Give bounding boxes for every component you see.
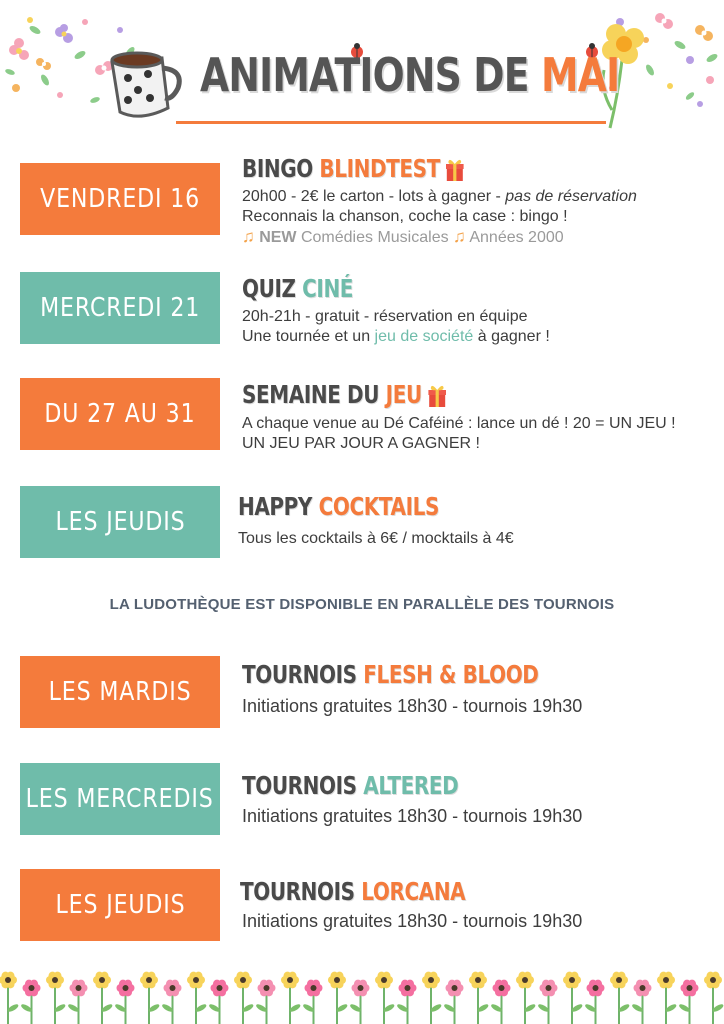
event-title-cocktails: [238, 492, 439, 521]
flower-icon: [537, 980, 557, 1024]
day-box-semaine: [20, 378, 220, 450]
text-italic: pas de réservation: [505, 188, 637, 205]
event-line: UN JEU PAR JOUR A GAGNER !: [242, 435, 480, 452]
text-part: 20h00 - 2€ le carton - lots à gagner -: [242, 188, 506, 205]
flower-icon: [234, 972, 254, 1024]
title-highlight: CINÉ: [302, 274, 354, 303]
music-note-icon: ♫: [453, 227, 466, 246]
flower-icon: [563, 972, 583, 1024]
flower-icon: [490, 980, 510, 1024]
flower-icon: [443, 980, 463, 1024]
text-part: à gagner !: [473, 328, 550, 345]
title-highlight: JEU: [385, 380, 422, 409]
tournament-title-fab: [242, 660, 539, 689]
flower-icon: [657, 972, 677, 1024]
flower-icon: [114, 980, 134, 1024]
title-highlight: ALTERED: [363, 771, 459, 800]
tournament-title-lorcana: [240, 877, 465, 906]
gift-icon: [445, 157, 466, 183]
flower-icon: [584, 980, 604, 1024]
title-main: ANIMATIONS DE: [200, 48, 542, 102]
title-accent: MAI: [541, 48, 620, 102]
day-label: LES JEUDIS: [54, 507, 186, 537]
day-box-mardis: [20, 656, 220, 728]
new-badge: NEW: [259, 229, 297, 246]
day-label: MERCREDI 21: [39, 293, 201, 323]
flower-icon: [208, 980, 228, 1024]
text-part: Années 2000: [465, 229, 564, 246]
title-part: TOURNOIS: [242, 660, 364, 689]
title-highlight: BLINDTEST: [319, 154, 440, 183]
flower-border-footer: [0, 962, 724, 1024]
flower-icon: [469, 972, 489, 1024]
event-line: A chaque venue au Dé Caféiné : lance un dé ! 20 = UN JEU !: [242, 415, 676, 432]
flower-icon: [396, 980, 416, 1024]
flower-icon: [375, 972, 395, 1024]
gift-icon: [427, 383, 448, 409]
flower-icon: [610, 972, 630, 1024]
ludotheque-banner: LA LUDOTHÈQUE EST DISPONIBLE EN PARALLÈLE DES TOURNOIS: [109, 596, 615, 613]
event-title-bingo: [242, 154, 466, 183]
day-label: VENDREDI 16: [40, 184, 200, 214]
day-box-vendredi: [20, 163, 220, 235]
day-label: LES MARDIS: [48, 677, 192, 707]
flower-icon: [140, 972, 160, 1024]
tournament-title-altered: [242, 771, 458, 800]
event-line: 20h-21h - gratuit - réservation en équipe: [242, 308, 528, 325]
event-title-semaine: [242, 380, 447, 409]
event-line: [242, 327, 550, 347]
day-label: LES MERCREDIS: [26, 784, 214, 814]
flower-icon: [349, 980, 369, 1024]
event-line: [242, 187, 637, 207]
tournament-line: Initiations gratuites 18h30 - tournois 19h30: [242, 696, 583, 716]
event-line: Reconnais la chanson, coche la case : bingo !: [242, 208, 568, 225]
page-title: [200, 48, 619, 102]
flower-icon: [704, 972, 724, 1024]
day-box-mercredis: [20, 763, 220, 835]
flower-icon: [46, 972, 66, 1024]
flower-icon: [516, 972, 536, 1024]
header: [0, 0, 724, 140]
flower-icon: [161, 980, 181, 1024]
day-label: DU 27 AU 31: [44, 399, 196, 429]
text-highlight: jeu de société: [374, 328, 474, 345]
title-part: SEMAINE DU: [242, 380, 386, 409]
music-note-icon: ♫: [242, 227, 255, 246]
title-part: HAPPY: [238, 492, 319, 521]
title-part: TOURNOIS: [242, 771, 364, 800]
tournament-line: Initiations gratuites 18h30 - tournois 19h30: [242, 911, 583, 931]
flower-icon: [281, 972, 301, 1024]
text-part: Une tournée et un: [242, 328, 375, 345]
flower-icon: [67, 980, 87, 1024]
tournament-line: Initiations gratuites 18h30 - tournois 19h30: [242, 806, 583, 826]
text-part: Comédies Musicales: [296, 229, 454, 246]
day-label: LES JEUDIS: [54, 890, 186, 920]
title-part: QUIZ: [242, 274, 303, 303]
flower-icon: [0, 972, 19, 1024]
title-part: BINGO: [242, 154, 320, 183]
dice-mug-icon: [112, 53, 179, 116]
title-underline: [176, 121, 606, 124]
event-line: Tous les cocktails à 6€ / mocktails à 4€: [238, 530, 514, 547]
event-title-quiz: [242, 274, 353, 303]
flower-icon: [328, 972, 348, 1024]
title-highlight: COCKTAILS: [318, 492, 440, 521]
title-part: TOURNOIS: [240, 877, 362, 906]
flower-icon: [187, 972, 207, 1024]
day-box-jeudis-tournoi: [20, 869, 220, 941]
flower-icon: [302, 980, 322, 1024]
flower-icon: [678, 980, 698, 1024]
day-box-mercredi: [20, 272, 220, 344]
flower-icon: [255, 980, 275, 1024]
flower-icon: [20, 980, 40, 1024]
day-box-jeudis: [20, 486, 220, 558]
title-highlight: FLESH & BLOOD: [363, 660, 539, 689]
flower-icon: [631, 980, 651, 1024]
flower-icon: [422, 972, 442, 1024]
title-highlight: LORCANA: [361, 877, 466, 906]
flower-icon: [93, 972, 113, 1024]
event-line-music: [242, 227, 564, 248]
